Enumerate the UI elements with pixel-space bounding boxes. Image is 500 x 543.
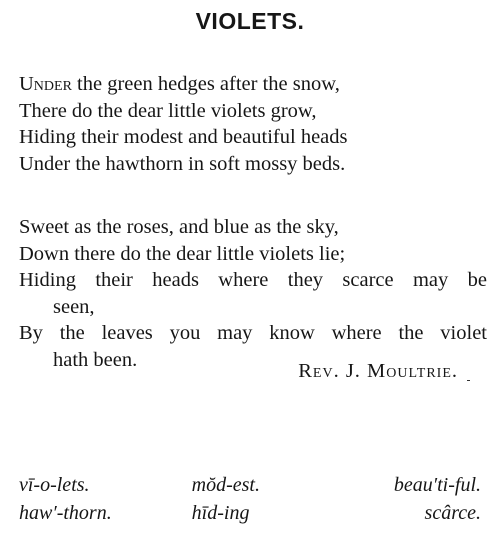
- stanza-2-line-2: Down there do the dear little violets lie;: [19, 242, 346, 265]
- stanza-2-line-4-continuation: hath been.: [53, 348, 138, 371]
- stanza-1: [19, 71, 489, 177]
- stanza-2-line-3: [19, 267, 487, 320]
- line-rest: the green hedges after the snow,: [71, 73, 340, 95]
- stanza-2-line-1: Sweet as the roses, and blue as the sky,: [19, 216, 339, 238]
- stanza-2-line-3-main: Hiding their heads where they scarce may be: [19, 269, 487, 291]
- vocabulary-word: vī-o-lets.: [19, 474, 90, 496]
- poem-title: VIOLETS.: [195, 8, 305, 34]
- author-attribution: Rev. J. Moultrie.: [298, 360, 458, 382]
- vocabulary-word: hīd-ing: [191, 502, 250, 524]
- vocabulary-word: haw′-thorn.: [19, 502, 112, 524]
- stanza-1-line-2: There do the dear little violets grow,: [19, 99, 317, 122]
- vocabulary-word: beau′ti-ful.: [393, 474, 482, 496]
- stanza-1-line-3: Hiding their modest and beautiful heads: [19, 126, 348, 148]
- stanza-1-line-4: Under the hawthorn in soft mossy beds.: [19, 152, 346, 175]
- vocabulary-word: mŏd-est.: [191, 474, 260, 496]
- vocabulary-list: [19, 471, 481, 527]
- stanza-2: [19, 214, 489, 373]
- print-speck: [467, 380, 470, 381]
- vocabulary-row: [19, 471, 481, 499]
- vocabulary-word: scârce.: [424, 502, 482, 524]
- stanza-1-line-1: [19, 71, 489, 98]
- drop-word: Under: [19, 73, 72, 95]
- stanza-2-line-3-continuation: seen,: [53, 295, 95, 318]
- vocabulary-row: [19, 499, 481, 527]
- stanza-2-line-4-main: By the leaves you may know where the violet: [19, 322, 487, 344]
